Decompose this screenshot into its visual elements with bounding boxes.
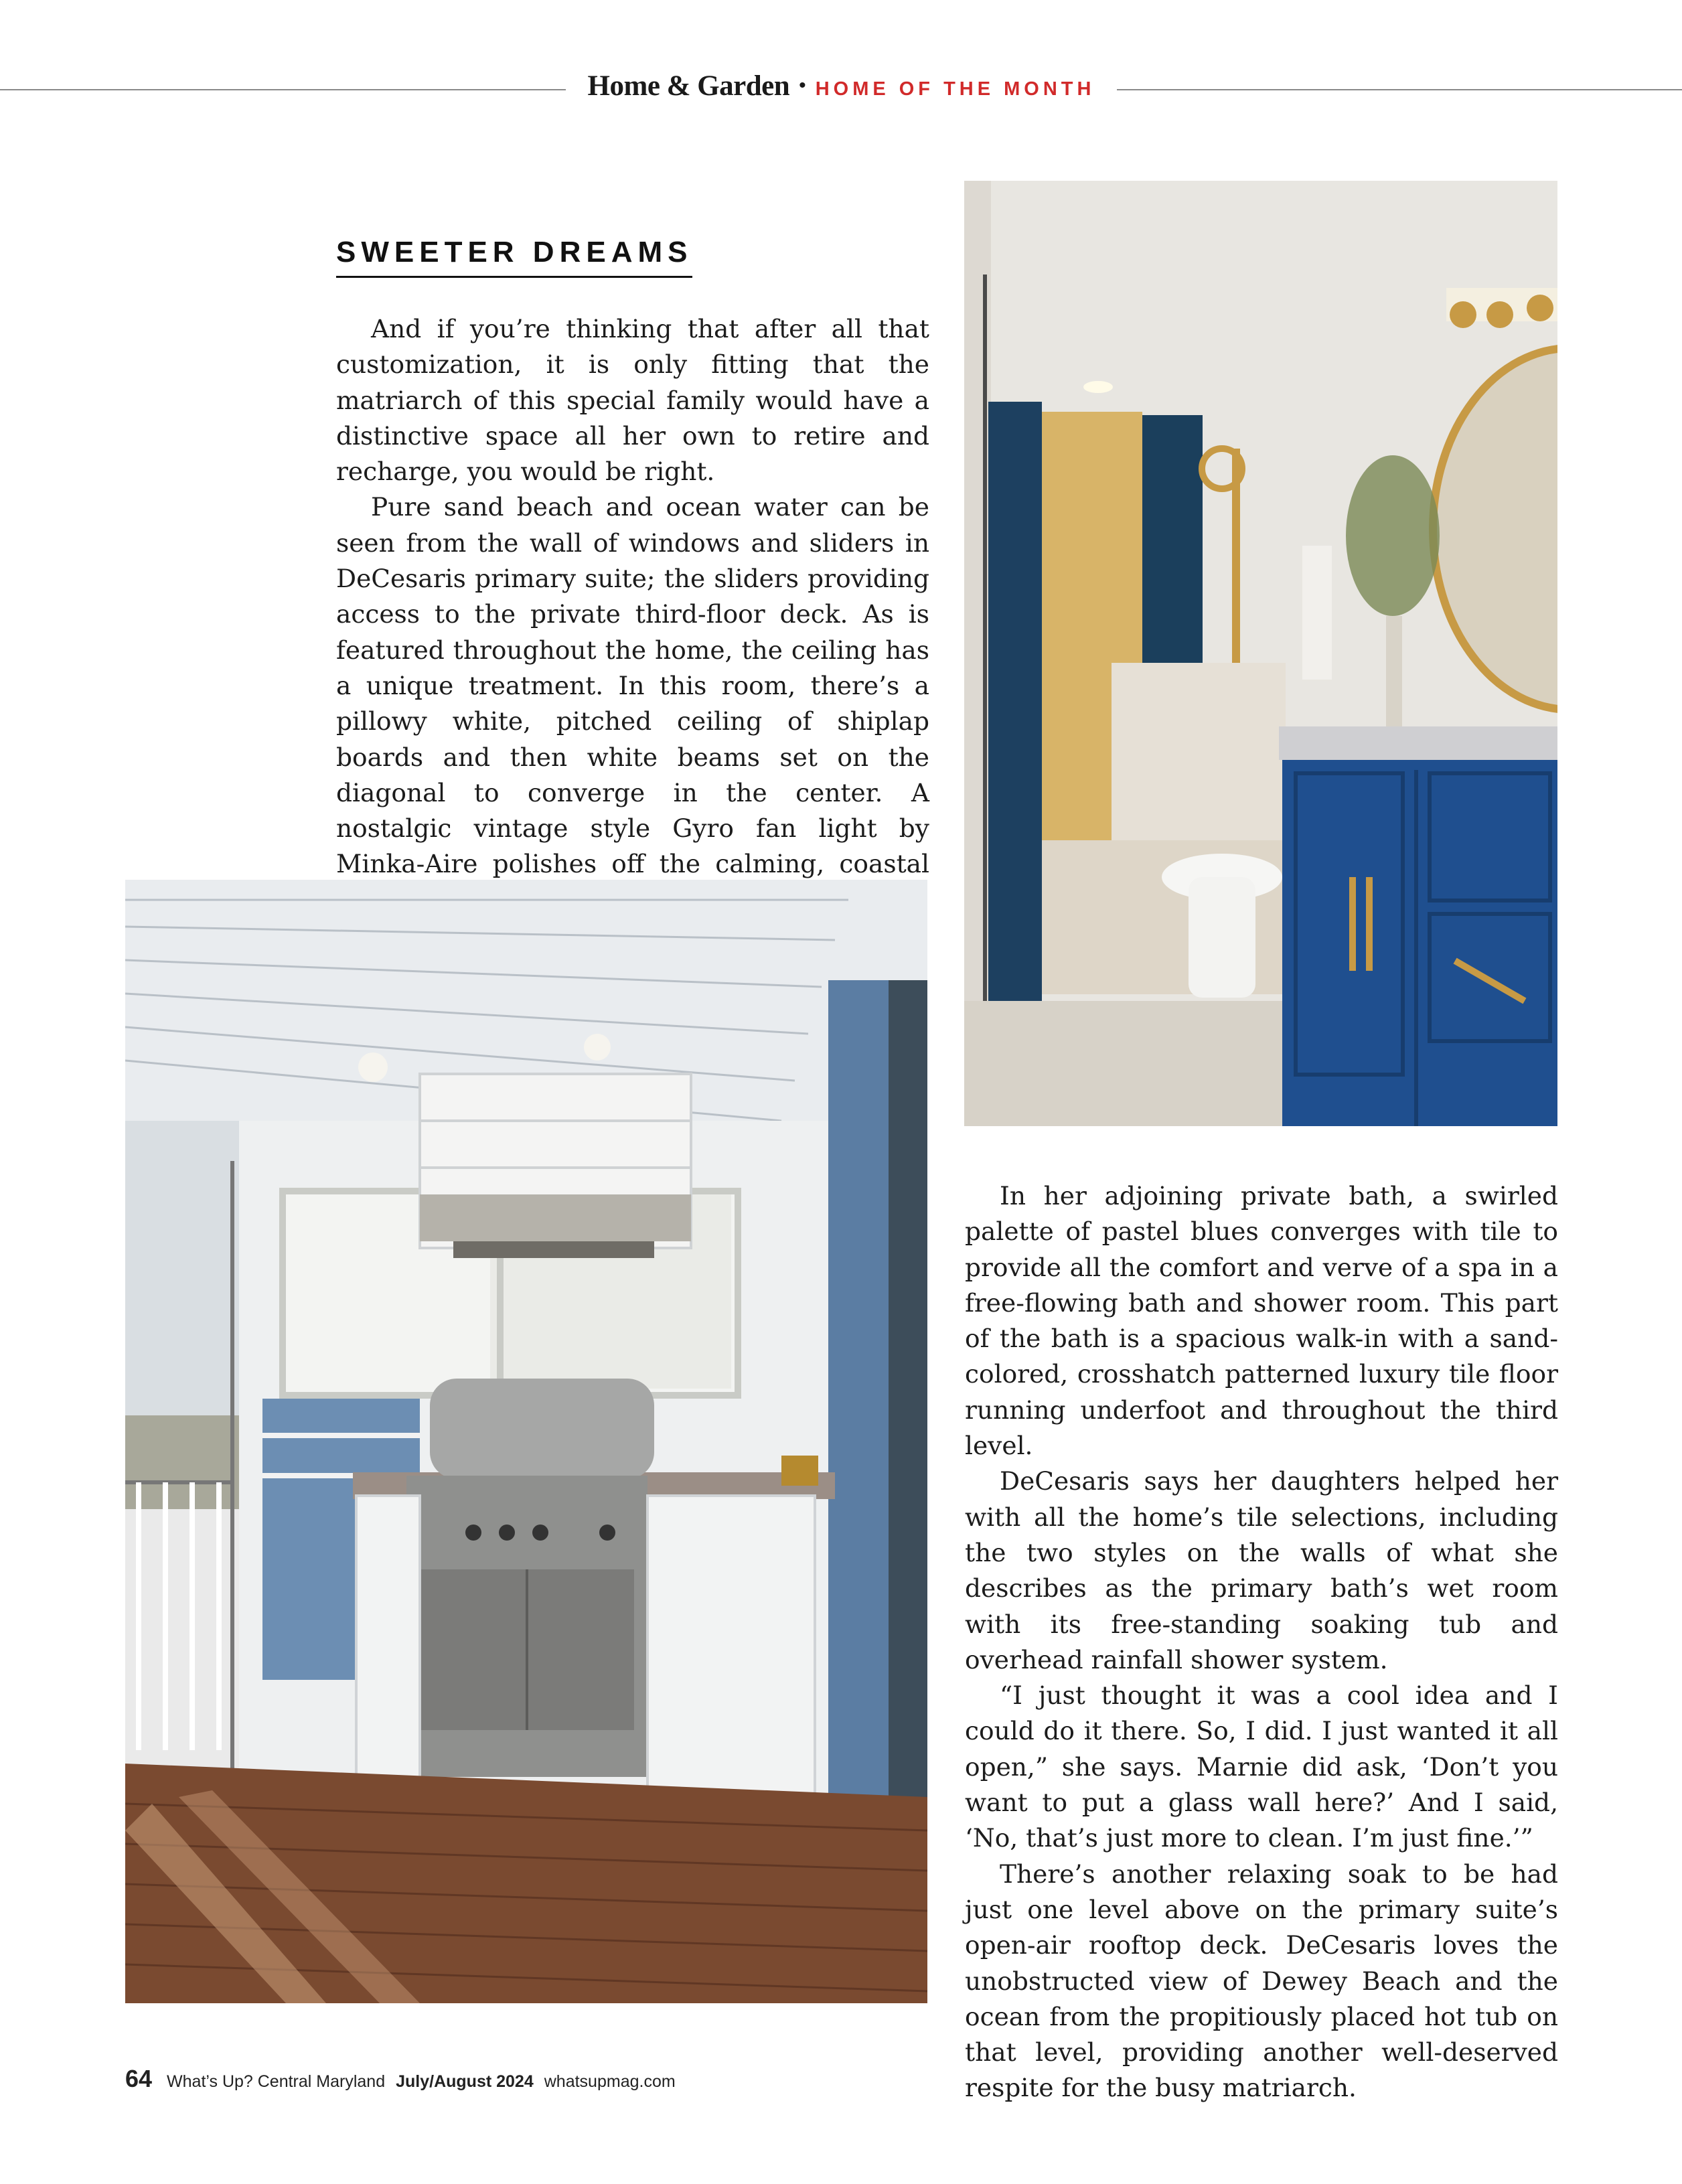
page-footer (125, 2065, 676, 2093)
running-header (566, 70, 1117, 102)
header-section: HOME OF THE MONTH (815, 78, 1095, 100)
header-rule-left (0, 89, 566, 90)
article-column-2 (965, 1178, 1558, 2106)
header-brand: Home & Garden (587, 70, 790, 102)
outdoor-kitchen-photo (125, 880, 927, 2003)
header-separator: • (799, 74, 806, 96)
section-heading: SWEETER DREAMS (336, 236, 692, 278)
publication-name: What’s Up? Central Maryland (167, 2072, 386, 2091)
paragraph: In her adjoining private bath, a swirled palette of pastel blues converges with tile to provide all the comfort and verve of a spa in a free-flowing bath and shower room. This part of the bath is a spacious walk-in with a sand-colored, crosshatch patterned luxury tile floor running underfoot and throughout the third level. (965, 1181, 1558, 1461)
paragraph: There’s another relaxing soak to be had just one level above on the primary suite’s open-air rooftop deck. DeCesaris loves the unobstructed view of Dewey Beach and the ocean from the propitiously placed hot tub on that level, providing another well-deserved respite for the busy matriarch. (965, 1859, 1558, 2103)
page-number: 64 (125, 2065, 153, 2092)
paragraph: DeCesaris says her daughters helped her with all the home’s tile selections, including the two styles on the walls of what she describes as the primary bath’s wet room with its free-standing soaking tub and overhead rainfall shower system. (965, 1466, 1558, 1674)
paragraph: “I just thought it was a cool idea and I could do it there. So, I did. I just wanted it all open,” she says. Marnie did ask, ‘Don’t you want to put a glass wall here?’ And I said, ‘No, that’s just more to clean. I’m just fine.’” (965, 1681, 1558, 1853)
paragraph: Pure sand beach and ocean water can be seen from the wall of windows and sliders in DeCesaris primary suite; the sliders providing access to the private third-floor deck. As is featured throughout the home, the ceiling has a unique treatment. In this room, there’s a pillowy white, pitched ceiling of shiplap boards and then white beams set on the diagonal to converge in the center. A nostalgic vintage style Gyro fan light by Minka-Aire polishes off the calming, coastal (336, 492, 929, 879)
bathroom-photo (964, 181, 1557, 1126)
website-link[interactable]: whatsupmag.com (544, 2072, 676, 2091)
issue-date: July/August 2024 (396, 2072, 534, 2091)
article-column-1 (336, 311, 929, 918)
paragraph: And if you’re thinking that after all that customization, it is only fitting that the matriarch of this special family would have a distinctive space all her own to retire and recharge, you would be right. (336, 314, 929, 487)
header-rule-right (1117, 89, 1682, 90)
